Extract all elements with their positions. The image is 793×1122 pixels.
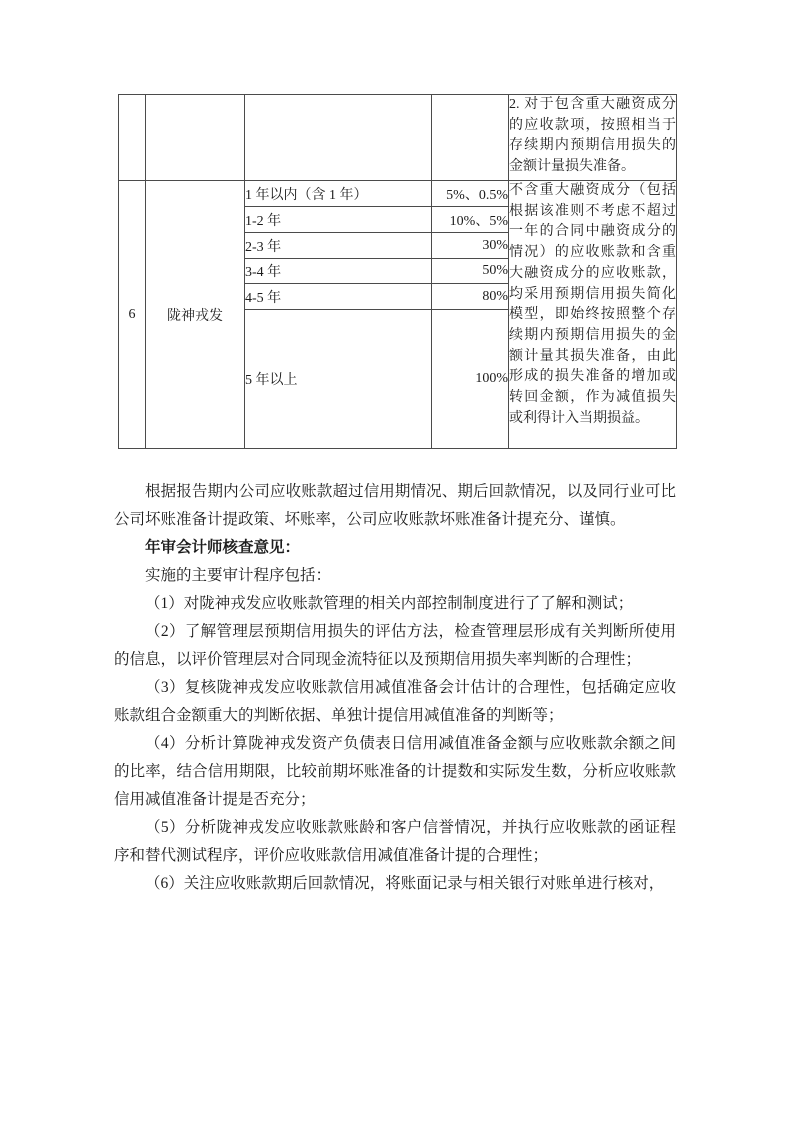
procedure-item-6: （6）关注应收账款期后回款情况，将账面记录与相关银行对账单进行核对，	[145, 875, 665, 892]
summary-paragraph: 根据报告期内公司应收账款超过信用期情况、期后回款情况，以及同行业可比公司坏账准备计提政策、坏账率，公司应收账款坏账准备计提充分、谨慎。	[114, 483, 676, 528]
aging-period-cell: 3-4 年	[245, 259, 432, 284]
procedure-item-1: （1）对陇神戎发应收账款管理的相关内部控制制度进行了了解和测试；	[145, 595, 634, 612]
provision-rate-cell: 50%	[432, 259, 509, 284]
table-row	[119, 181, 677, 207]
procedure-item-5: （5）分析陇神戎发应收账款账龄和客户信誉情况，并执行应收账款的函证程序和替代测试程序，评价应收账款信用减值准备计提的合理性；	[114, 819, 676, 864]
aging-period-cell: 1-2 年	[245, 207, 432, 233]
policy-description-cell: 不含重大融资成分（包括根据该准则不考虑不超过一年的合同中融资成分的情况）的应收账款和含重大融资成分的应收账款，均采用预期信用损失简化模型，即始终按照整个存续期内预期信用损失的金额计量其损失准备，由此形成的损失准备的增加或转回金额，作为减值损失或利得计入当期损益。	[509, 181, 677, 449]
procedure-item-4: （4）分析计算陇神戎发资产负债表日信用减值准备金额与应收账款余额之间的比率，结合信用期限，比较前期坏账准备的计提数和实际发生数，分析应收账款信用减值准备计提是否充分；	[114, 735, 676, 808]
procedure-item-3: （3）复核陇神戎发应收账款信用减值准备会计估计的合理性，包括确定应收账款组合金额重大的判断依据、单独计提信用减值准备的判断等；	[114, 679, 676, 724]
auditor-opinion-heading: 年审会计师核查意见：	[145, 539, 301, 556]
empty-cell	[245, 95, 432, 181]
provision-rate-cell: 30%	[432, 233, 509, 259]
company-name-cell: 陇神戎发	[146, 181, 245, 449]
aging-period-cell: 1 年以内（含 1 年）	[245, 181, 432, 207]
continuation-policy-cell: 2. 对于包含重大融资成分的应收款项，按照相当于存续期内预期信用损失的金额计量损失准备。	[509, 95, 677, 181]
provision-rate-cell: 100%	[432, 310, 509, 449]
provision-rate-cell: 5%、0.5%	[432, 181, 509, 207]
provision-rate-cell: 10%、5%	[432, 207, 509, 233]
empty-cell	[146, 95, 245, 181]
provision-rate-cell: 80%	[432, 284, 509, 310]
empty-cell	[432, 95, 509, 181]
procedures-intro-paragraph: 实施的主要审计程序包括：	[145, 567, 332, 584]
bad-debt-provision-table	[118, 94, 677, 449]
aging-period-cell: 5 年以上	[245, 310, 432, 449]
procedure-item-2: （2）了解管理层预期信用损失的评估方法，检查管理层形成有关判断所使用的信息，以评价管理层对合同现金流特征以及预期信用损失率判断的合理性；	[114, 623, 676, 668]
table-continuation-row	[119, 95, 677, 181]
aging-period-cell: 4-5 年	[245, 284, 432, 310]
empty-cell	[119, 95, 146, 181]
aging-period-cell: 2-3 年	[245, 233, 432, 259]
row-number-cell: 6	[119, 181, 146, 449]
body-text-block	[114, 478, 676, 898]
